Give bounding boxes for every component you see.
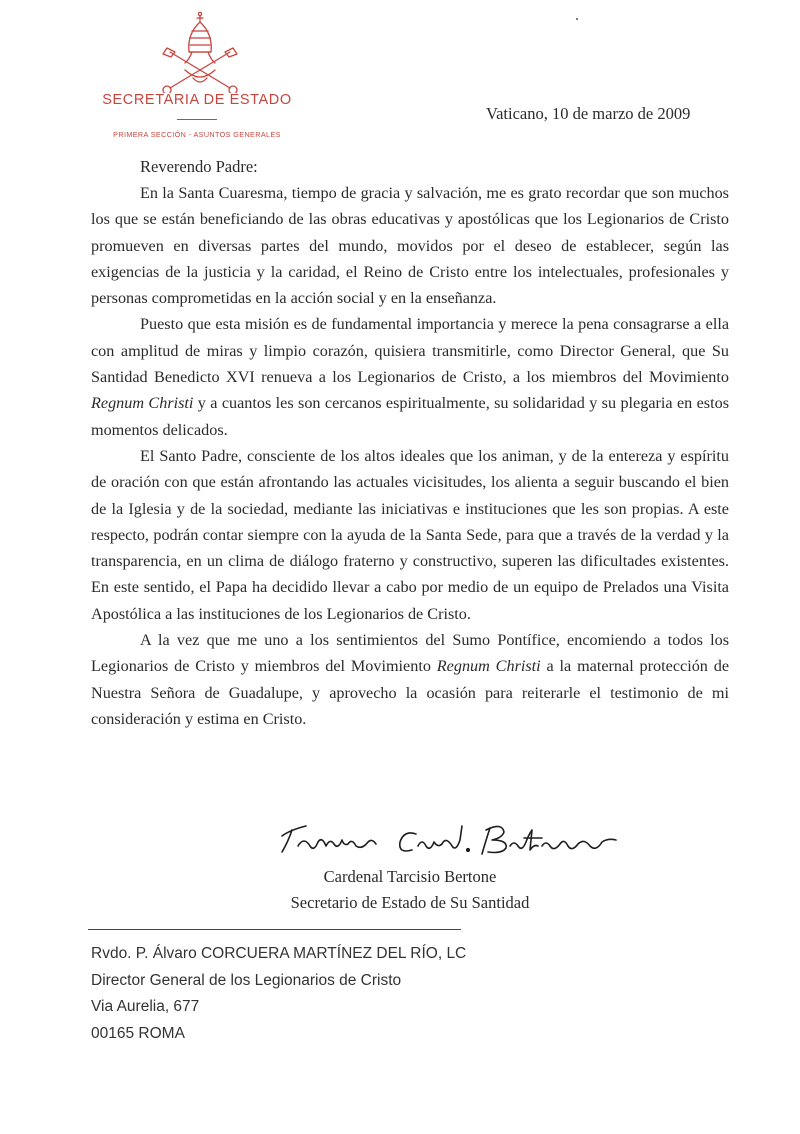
body-paragraph <box>91 627 729 732</box>
italic-run: Regnum Christi <box>91 394 194 413</box>
body-paragraph <box>91 311 729 442</box>
address-line: 00165 ROMA <box>91 1024 185 1042</box>
handwritten-signature <box>276 816 626 864</box>
letterhead-section: PRIMERA SECCIÓN - ASUNTOS GENERALES <box>113 130 281 139</box>
address-line: Via Aurelia, 677 <box>91 998 200 1015</box>
text-run: En la Santa Cuaresma, tiempo de gracia y salvación, me es grato recordar que son muchos los que se están beneficiando de las obras educativas y apostólicas que los Legionarios de Cristo promueven en diversas partes del mundo, movidos por el deseo de establecer, según las exigencias de la justicia y la caridad, el Reino de Cristo entre los intelectuales, profesionales y personas comprometidas en la acción social y en la enseñanza. <box>91 184 729 308</box>
recipient-address <box>91 941 466 1047</box>
letterhead-rule <box>177 119 217 120</box>
italic-run: Regnum Christi <box>436 657 541 676</box>
text-run: Puesto que esta misión es de fundamental importancia y merece la pena consagrarse a ella con amplitud de miras y limpio corazón, quisiera transmitirle, como Director General, que Su Santidad Benedicto XVI renueva a los Legionarios de Cristo, a los miembros del Movimiento <box>91 315 729 387</box>
salutation: Reverendo Padre: <box>140 157 258 176</box>
letter-date: Vaticano, 10 de marzo de 2009 <box>486 104 691 123</box>
text-run: A la vez que me uno a los sentimientos del Sumo Pontífice, encomiendo a todos los Legionarios de Cristo y miembros del Movimiento <box>91 631 729 676</box>
signer-name: Cardenal Tarcisio Bertone <box>323 867 497 886</box>
address-line: Director General de los Legionarios de Cristo <box>91 971 402 989</box>
address-line: Rvdo. P. Álvaro CORCUERA MARTÍNEZ DEL RÍO, LC <box>91 945 467 962</box>
text-run: El Santo Padre, consciente de los altos ideales que los animan, y de la entereza y espíritu de oración con que están afrontando las actuales vicisitudes, los alienta a seguir buscando el bien de la Iglesia y de la sociedad, mediante las iniciativas e instituciones que les son propias. A este respecto, podrán contar siempre con la ayuda de la Santa Sede, para que a través de la verdad y la transparencia, en un clima de diálogo fraterno y constructivo, superen las dificultades existentes. En este sentido, el Papa ha decidido llevar a cabo por medio de un equipo de Prelados una Visita Apostólica a las instituciones de los Legionarios de Cristo. <box>91 446 729 623</box>
letter-body <box>91 180 729 732</box>
address-divider <box>88 929 461 930</box>
text-run: a la maternal protección de Nuestra Señora de Guadalupe, y aprovecho la ocasión para reiterarle el testimonio de mi consideración y estima en Cristo. <box>91 657 730 728</box>
letterhead-office: SECRETARIA DE ESTADO <box>102 92 292 108</box>
body-paragraph <box>91 443 729 627</box>
papal-coat-of-arms-icon <box>145 8 255 93</box>
scan-speck <box>576 18 578 20</box>
signer-title: Secretario de Estado de Su Santidad <box>290 893 530 912</box>
text-run: y a cuantos les son cercanos espiritualmente, su solidaridad y su plegaria en estos momentos delicados. <box>91 394 729 439</box>
body-paragraph <box>91 180 729 311</box>
